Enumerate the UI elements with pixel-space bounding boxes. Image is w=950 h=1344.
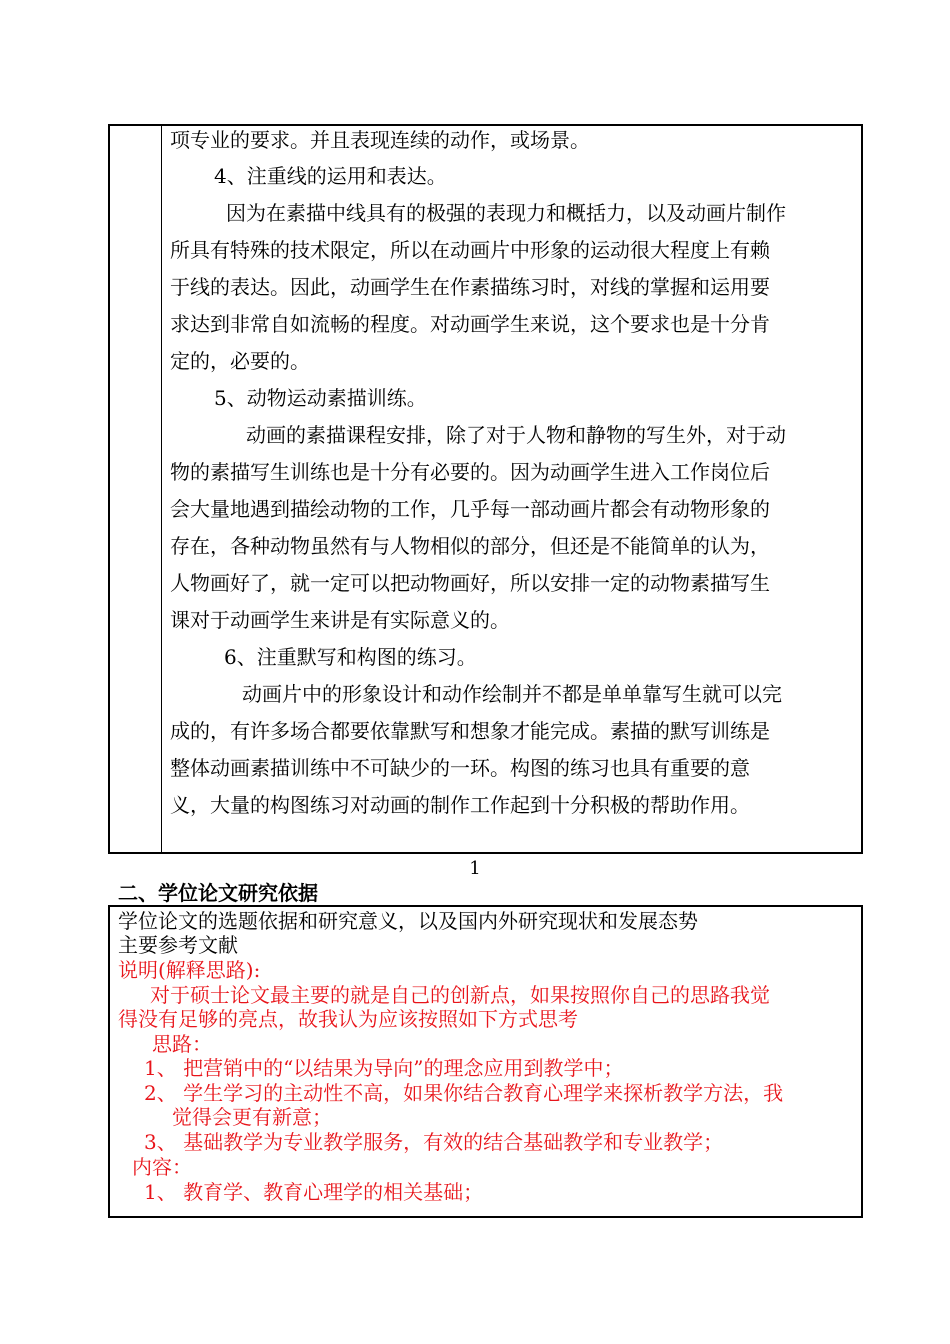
item-heading-6: 6、注重默写和构图的练习。 [224,645,477,669]
paragraph-line: 动画的素描课程安排，除了对于人物和静物的写生外，对于动 [246,423,786,447]
page-number: 1 [469,858,481,879]
idea-item: 2、 学生学习的主动性不高，如果你结合教育心理学来探析教学方法，我 [144,1081,784,1105]
note-line: 得没有足够的亮点，故我认为应该按照如下方式思考 [118,1007,578,1031]
paragraph-line: 义，大量的构图练习对动画的制作工作起到十分积极的帮助作用。 [170,793,750,817]
paragraph-line: 项专业的要求。并且表现连续的动作，或场景。 [170,128,590,152]
content-table-continued [108,124,863,854]
paragraph-line: 求达到非常自如流畅的程度。对动画学生来说，这个要求也是十分肯 [170,312,770,336]
paragraph-line: 整体动画素描训练中不可缺少的一环。构图的练习也具有重要的意 [170,756,750,780]
idea-item: 3、 基础教学为专业教学服务，有效的结合基础教学和专业教学； [144,1130,724,1154]
paragraph-line: 于线的表达。因此，动画学生在作素描练习时，对线的掌握和运用要 [170,275,770,299]
table-header-line: 主要参考文献 [118,933,238,957]
item-heading-5: 5、动物运动素描训练。 [214,386,427,410]
section-heading: 二、学位论文研究依据 [118,881,318,905]
idea-item: 1、 把营销中的“以结果为导向”的理念应用到教学中； [144,1056,624,1080]
paragraph-line: 存在，各种动物虽然有与人物相似的部分，但还是不能简单的认为， [170,534,770,558]
paragraph-line: 物的素描写生训练也是十分有必要的。因为动画学生进入工作岗位后 [170,460,770,484]
idea-label: 思路： [152,1032,212,1056]
paragraph-line: 成的，有许多场合都要依靠默写和想象才能完成。素描的默写训练是 [170,719,770,743]
paragraph-line: 定的，必要的。 [170,349,310,373]
paragraph-line: 所具有特殊的技术限定，所以在动画片中形象的运动很大程度上有赖 [170,238,770,262]
paragraph-line: 会大量地遇到描绘动物的工作，几乎每一部动画片都会有动物形象的 [170,497,770,521]
note-line: 对于硕士论文最主要的就是自己的创新点，如果按照你自己的思路我觉 [150,983,770,1007]
item-heading-4: 4、注重线的运用和表达。 [214,164,447,188]
paragraph-line: 动画片中的形象设计和动作绘制并不都是单单靠写生就可以完 [242,682,782,706]
content-item: 1、 教育学、教育心理学的相关基础； [144,1180,484,1204]
table-left-column [110,126,162,852]
content-label: 内容： [132,1155,192,1179]
research-basis-table [108,905,863,1218]
table-header-line: 学位论文的选题依据和研究意义，以及国内外研究现状和发展态势 [118,909,698,933]
paragraph-line: 因为在素描中线具有的极强的表现力和概括力，以及动画片制作 [226,201,786,225]
paragraph-line: 人物画好了，就一定可以把动物画好，所以安排一定的动物素描写生 [170,571,770,595]
idea-item-continued: 觉得会更有新意； [172,1105,332,1129]
note-label: 说明(解释思路): [118,958,261,982]
paragraph-line: 课对于动画学生来讲是有实际意义的。 [170,608,510,632]
